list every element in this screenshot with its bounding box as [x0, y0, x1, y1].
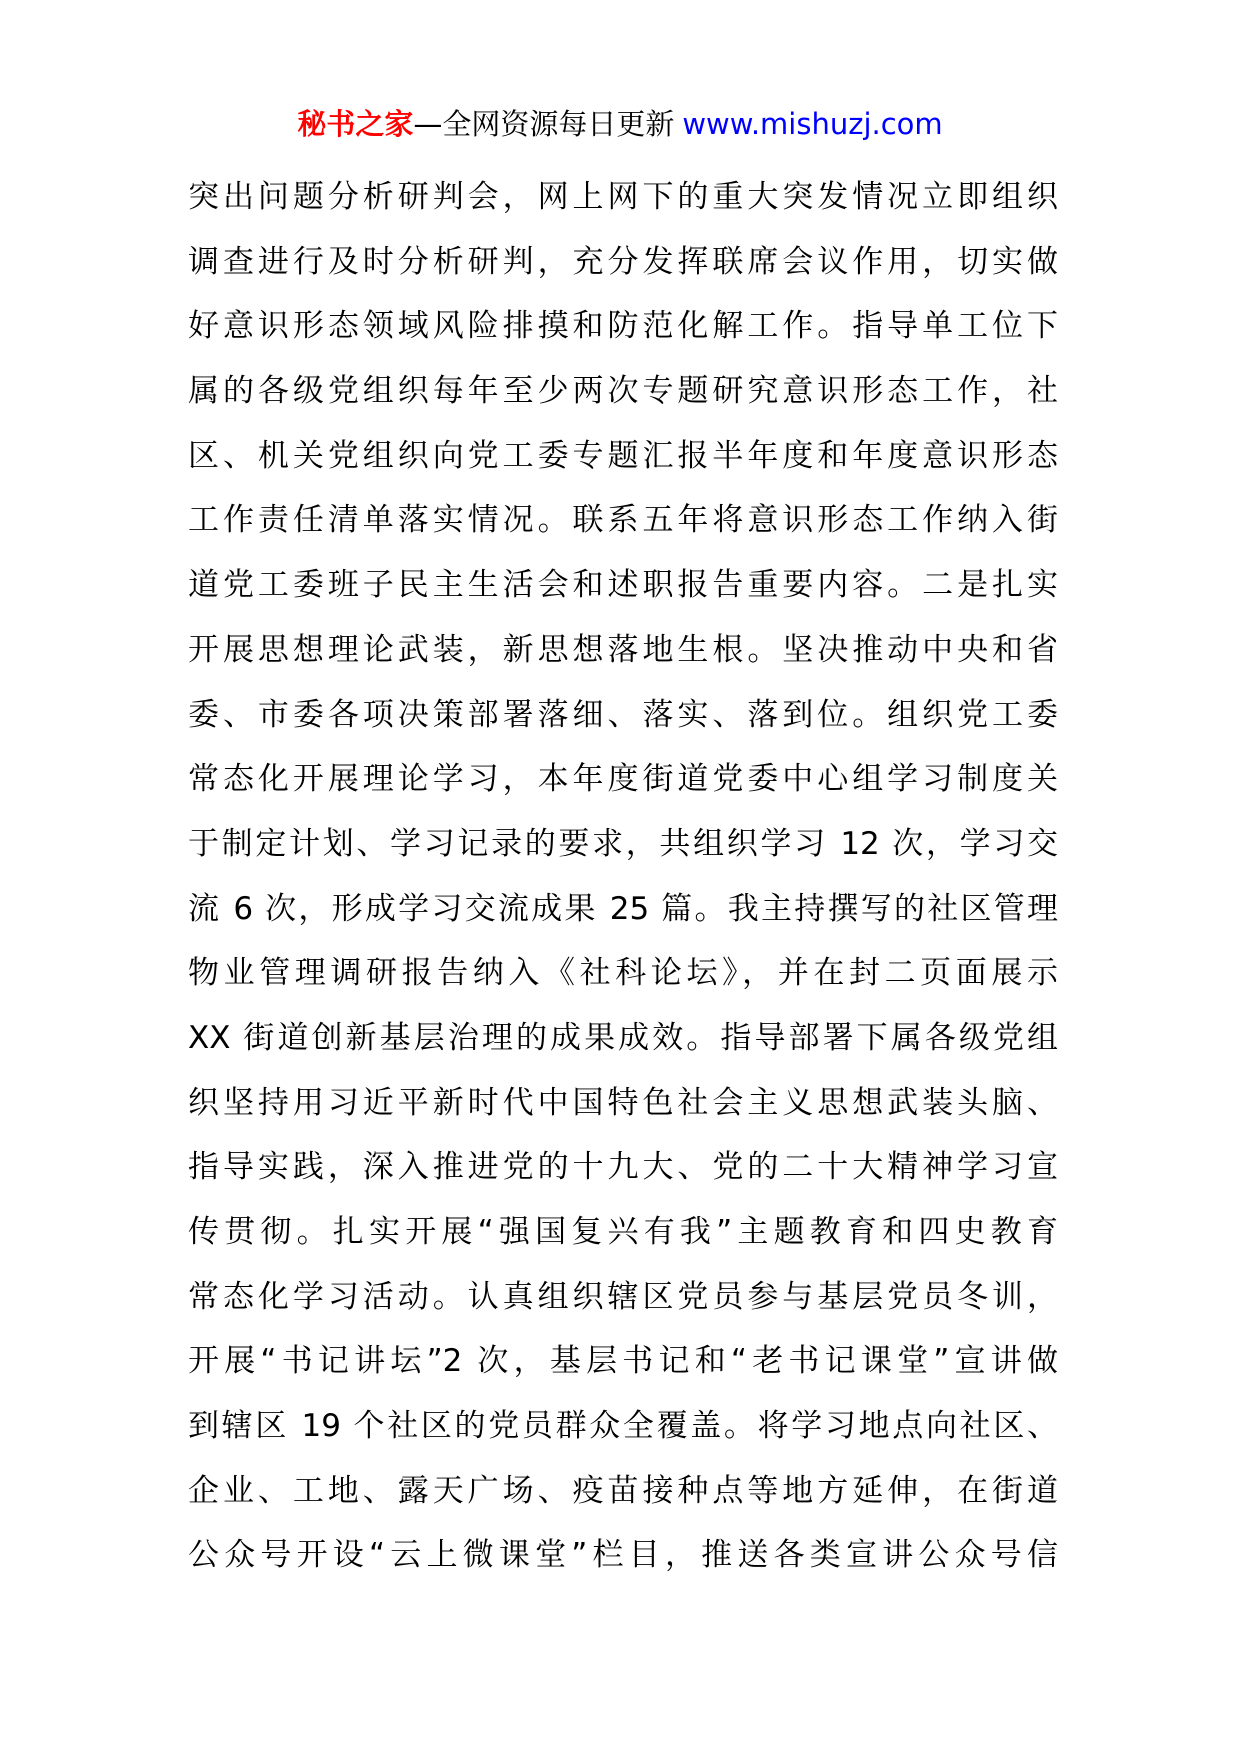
text-line: 道党工委班子民主生活会和述职报告重要内容。二是扎实: [188, 567, 1058, 604]
text-line: 好意识形态领域风险排摸和防范化解工作。指导单工位下: [188, 308, 1058, 345]
text-line: XX 街道创新基层治理的成果成效。指导部署下属各级党组: [188, 1019, 1058, 1056]
brand-name: 秘书之家: [297, 107, 414, 141]
text-line: 区、机关党组织向党工委专题汇报半年度和年度意识形态: [188, 437, 1058, 474]
text-line: 常态化开展理论学习，本年度街道党委中心组学习制度关: [188, 761, 1058, 798]
text-line: 常态化学习活动。认真组织辖区党员参与基层党员冬训，: [188, 1278, 1058, 1315]
text-line: 属的各级党组织每年至少两次专题研究意识形态工作，社: [188, 373, 1058, 410]
text-line: 于制定计划、学习记录的要求，共组织学习 12 次，学习交: [188, 825, 1058, 862]
site-url-link[interactable]: www.mishuzj.com: [682, 107, 943, 141]
page-header: [0, 100, 1240, 148]
text-line: 企业、工地、露天广场、疫苗接种点等地方延伸，在街道: [188, 1472, 1058, 1509]
text-line: 公众号开设“云上微课堂”栏目，推送各类宣讲公众号信: [188, 1537, 1058, 1574]
text-line: 物业管理调研报告纳入《社科论坛》，并在封二页面展示: [188, 955, 1058, 992]
document-body: [188, 165, 1058, 1588]
text-line: 委、市委各项决策部署落细、落实、落到位。组织党工委: [188, 696, 1058, 733]
text-line: 开展“书记讲坛”2 次，基层书记和“老书记课堂”宣讲做: [188, 1343, 1058, 1380]
text-line: 工作责任清单落实情况。联系五年将意识形态工作纳入街: [188, 502, 1058, 539]
text-line: 传贯彻。扎实开展“强国复兴有我”主题教育和四史教育: [188, 1214, 1058, 1250]
text-line: 到辖区 19 个社区的党员群众全覆盖。将学习地点向社区、: [188, 1408, 1058, 1445]
text-line: 开展思想理论武装，新思想落地生根。坚决推动中央和省: [188, 631, 1058, 668]
text-line: 调查进行及时分析研判，充分发挥联席会议作用，切实做: [188, 243, 1058, 280]
text-line: 突出问题分析研判会，网上网下的重大突发情况立即组织: [188, 179, 1058, 215]
header-slogan: —全网资源每日更新: [413, 107, 675, 141]
text-line: 流 6 次，形成学习交流成果 25 篇。我主持撰写的社区管理: [188, 890, 1058, 927]
text-line: 织坚持用习近平新时代中国特色社会主义思想武装头脑、: [188, 1084, 1058, 1121]
text-line: 指导实践，深入推进党的十九大、党的二十大精神学习宣: [188, 1149, 1058, 1186]
